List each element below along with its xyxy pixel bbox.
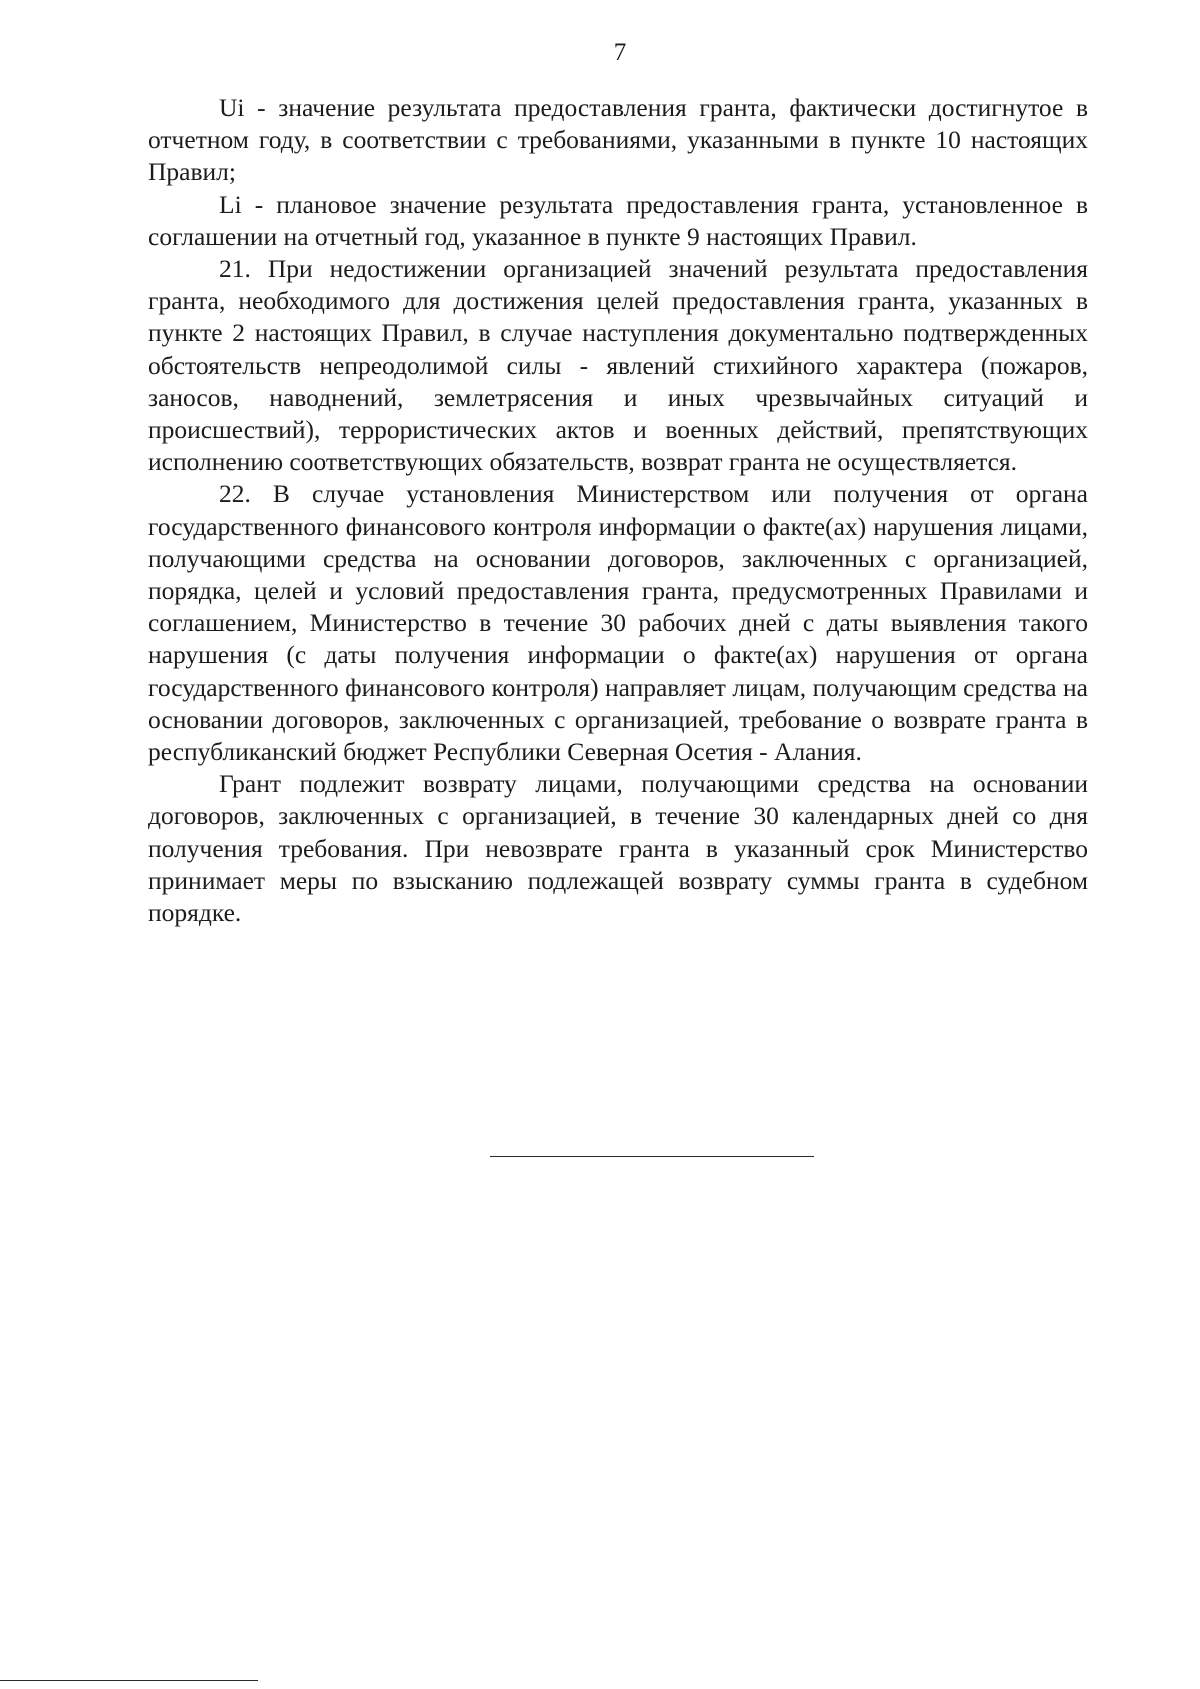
paragraph-clause-22: 22. В случае установления Министерством или получения от органа государственного финансового контроля информации о факте(ах) нарушения лицами, получающими средства на основании договоров, заключенных с организацией, порядка, целей и условий предоставления гранта, предусмотренных Правилами и соглашением, Министерство в течение 30 рабочих дней с даты выявления такого нарушения (с даты получения информации о факте(ах) нарушения от органа государственного финансового контроля) направляет лицам, получающим средства на основании договоров, заключенных с организацией, требование о возврате гранта в республиканский бюджет Республики Северная Осетия - Алания. <box>148 479 1088 767</box>
document-body <box>148 92 1088 929</box>
page-number: 7 <box>613 39 627 66</box>
footer-rule-line <box>0 1680 258 1681</box>
paragraph-clause-21: 21. При недостижении организацией значений результата предоставления гранта, необходимого для достижения целей предоставления гранта, указанных в пункте 2 настоящих Правил, в случае наступления документально подтвержденных обстоятельств непреодолимой силы - явлений стихийного характера (пожаров, заносов, наводнений, землетрясения и иных чрезвычайных ситуаций и происшествий), террористических актов и военных действий, препятствующих исполнению соответствующих обязательств, возврат гранта не осуществляется. <box>148 254 1088 477</box>
paragraph-ui-definition: Ui - значение результата предоставления гранта, фактически достигнутое в отчетном году, в соответствии с требованиями, указанными в пункте 10 настоящих Правил; <box>148 93 1088 187</box>
end-divider-line <box>490 1156 814 1157</box>
paragraph-li-definition: Li - плановое значение результата предоставления гранта, установленное в соглашении на отчетный год, указанное в пункте 9 настоящих Правил. <box>148 189 1088 251</box>
paragraph-grant-return: Грант подлежит возврату лицами, получающими средства на основании договоров, заключенных с организацией, в течение 30 календарных дней со дня получения требования. При невозврате гранта в указанный срок Министерство принимает меры по взысканию подлежащей возврату суммы гранта в судебном порядке. <box>148 769 1088 928</box>
